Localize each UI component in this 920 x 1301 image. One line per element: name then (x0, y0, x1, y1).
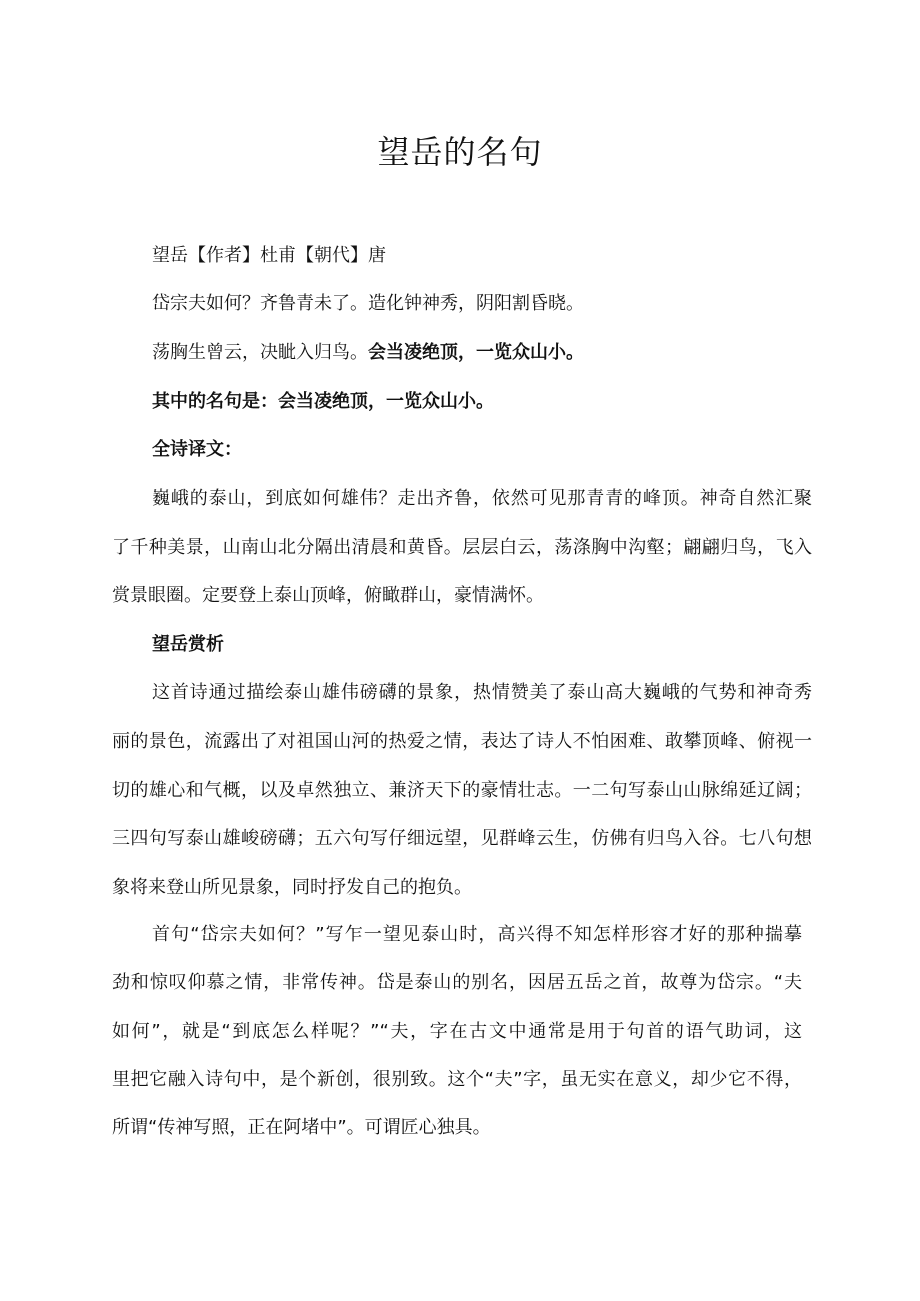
commentary-line-2: 劲和惊叹仰慕之情，非常传神。岱是泰山的别名，因居五岳之首，故尊为岱宗。“夫 (112, 972, 802, 993)
poem-line-2-normal: 荡胸生曾云，决眦入归鸟。 (152, 342, 368, 363)
translation-heading: 全诗译文： (152, 439, 242, 460)
poem-line-1: 岱宗夫如何？齐鲁青未了。造化钟神秀，阴阳割昏晓。 (152, 293, 584, 314)
famous-line-statement: 其中的名句是：会当凌绝顶，一览众山小。 (152, 391, 494, 412)
commentary-line-1: 首句“岱宗夫如何？”写乍一望见泰山时，高兴得不知怎样形容才好的那种揣摹 (152, 924, 802, 945)
translation-line-2: 了千种美景，山南山北分隔出清晨和黄昏。层层白云，荡涤胸中沟壑；翩翩归鸟，飞入 (112, 537, 812, 558)
analysis-heading: 望岳赏析 (152, 634, 224, 655)
translation-line-1: 巍峨的泰山，到底如何雄伟？走出齐鲁，依然可见那青青的峰顶。神奇自然汇聚 (152, 488, 812, 509)
analysis-line-5: 象将来登山所见景象，同时抒发自己的抱负。 (112, 877, 472, 898)
analysis-line-3: 切的雄心和气概，以及卓然独立、兼济天下的豪情壮志。一二句写泰山山脉绵延辽阔； (112, 780, 812, 801)
analysis-line-2: 丽的景色，流露出了对祖国山河的热爱之情，表达了诗人不怕困难、敢攀顶峰、俯视一 (112, 731, 812, 752)
commentary-line-3: 如何”，就是“到底怎么样呢？”“夫，字在古文中通常是用于句首的语气助词，这 (112, 1021, 802, 1042)
translation-line-3: 赏景眼圈。定要登上泰山顶峰，俯瞰群山，豪情满怀。 (112, 585, 544, 606)
poem-header: 望岳【作者】杜甫【朝代】唐 (152, 245, 386, 266)
commentary-line-4: 里把它融入诗句中，是个新创，很别致。这个“夫”字，虽无实在意义，却少它不得， (112, 1069, 802, 1090)
commentary-line-5: 所谓“传神写照，正在阿堵中”。可谓匠心独具。 (112, 1117, 491, 1138)
analysis-line-4: 三四句写泰山雄峻磅礴；五六句写仔细远望，见群峰云生，仿佛有归鸟入谷。七八句想 (112, 828, 812, 849)
poem-line-2 (152, 340, 584, 366)
analysis-line-1: 这首诗通过描绘泰山雄伟磅礴的景象，热情赞美了泰山高大巍峨的气势和神奇秀 (152, 682, 812, 703)
poem-line-2-famous: 会当凌绝顶，一览众山小。 (368, 342, 584, 363)
document-title: 望岳的名句 (377, 133, 543, 171)
